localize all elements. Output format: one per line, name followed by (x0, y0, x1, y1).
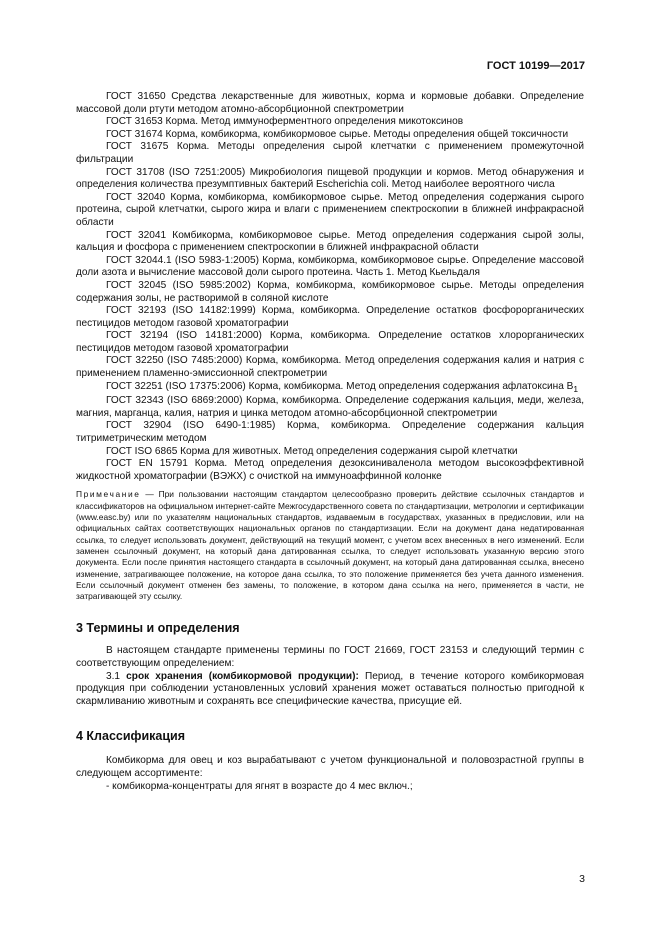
reference-item: ГОСТ 32904 (ISO 6490-1:1985) Корма, комбикорма. Определение содержания кальция титриметрическим методом (76, 420, 584, 445)
section-4-title: 4 Классификация (76, 729, 186, 744)
document-id-header: ГОСТ 10199—2017 (486, 60, 585, 72)
reference-item: ГОСТ EN 15791 Корма. Метод определения дезоксиниваленола методом высокоэффективной жидкостной хроматографии (ВЭЖХ) с очисткой на иммуноаффинной колонке (76, 458, 584, 482)
note-label: Примечание (76, 489, 141, 500)
list-item: - комбикорма-концентраты для ягнят в возрасте до 4 мес включ.; (106, 780, 413, 792)
reference-item: ГОСТ 32250 (ISO 7485:2000) Корма, комбикорма. Метод определения содержания калия и натрия с применением пламенно-эмиссионной спектрометрии (76, 355, 584, 380)
reference-item: ГОСТ 31653 Корма. Метод иммуноферментного определения микотоксинов (106, 116, 464, 128)
reference-item-aflatoxin (76, 381, 584, 396)
reference-item: ГОСТ 32044.1 (ISO 5983-1:2005) Корма, комбикорма, комбикормовое сырье. Определение массовой доли азота и вычисление массовой доли сырого протеина. Часть 1. Метод Кьельдаля (76, 254, 584, 279)
reference-item: ГОСТ 31708 (ISO 7251:2005) Микробиология пищевой продукции и кормов. Метод обнаружения и определения количества презумптивных бактерий Escherichia coli. Метод наиболее вероятного числа (76, 166, 584, 191)
reference-item: ГОСТ 32045 (ISO 5985:2002) Корма, комбикорма, комбикормовое сырье. Методы определения содержания золы, не растворимой в соляной кислоте (76, 279, 584, 304)
reference-item: ГОСТ 31650 Средства лекарственные для животных, корма и кормовые добавки. Определение массовой доли ртути методом атомно-абсорбционной спектрометрии (76, 91, 584, 115)
reference-item: ГОСТ 32194 (ISO 14181:2000) Корма, комбикорма. Определение остатков хлорорганических пестицидов методом газовой хроматографии (76, 330, 584, 354)
subscript: 1 (573, 383, 579, 394)
term-definition (76, 671, 584, 709)
reference-item: ГОСТ 31674 Корма, комбикорма, комбикормовое сырье. Методы определения общей токсичности (106, 128, 569, 140)
reference-item: ГОСТ 32041 Комбикорма, комбикормовое сырье. Метод определения содержания сырой золы, кальция и фосфора с применением спектроскопии в ближней инфракрасной области (76, 229, 584, 254)
reference-text: ГОСТ 32251 (ISO 17375:2006) Корма, комбикорма. Метод определения содержания афлатоксина B (106, 380, 574, 392)
reference-item: ГОСТ 31675 Корма. Методы определения сырой клетчатки с применением промежуточной фильтрации (76, 141, 584, 165)
reference-item: ГОСТ ISO 6865 Корма для животных. Метод определения содержания сырой клетчатки (106, 445, 518, 457)
reference-item: ГОСТ 32193 (ISO 14182:1999) Корма, комбикорма. Определение остатков фосфорорганических пестицидов методом газовой хроматографии (76, 305, 584, 329)
section-3-intro: В настоящем стандарте применены термины по ГОСТ 21669, ГОСТ 23153 и следующий термин с соответствующим определением: (76, 645, 584, 669)
term-number: 3.1 (106, 670, 127, 682)
section-4-intro: Комбикорма для овец и коз вырабатывают с учетом функциональной и половозрастной группы в следующем ассортименте: (76, 755, 584, 779)
page-number: 3 (579, 873, 585, 885)
reference-item: ГОСТ 32343 (ISO 6869:2000) Корма, комбикорма. Определение содержания кальция, меди, железа, магния, марганца, калия, натрия и цинка методом атомно-абсорбционной спектрометрии (76, 395, 584, 419)
section-3-title: 3 Термины и определения (76, 621, 240, 636)
term-definition-text: Период, в течение которого комбикормовая продукция при соблюдении установленных условий хранения может оставаться полностью пригодной к скармливанию животным и сохранять все специфические качества, присущие ей. (76, 670, 584, 707)
term-name: срок хранения (комбикормовой продукции): (126, 670, 359, 682)
reference-item: ГОСТ 32040 Корма, комбикорма, комбикормовое сырье. Метод определения содержания сырого протеина, сырой клетчатки, сырого жира и влаги с применением спектроскопии в ближней инфракрасной области (76, 191, 584, 228)
note-paragraph (76, 489, 584, 602)
note-text: — При пользовании настоящим стандартом целесообразно проверить действие ссылочных стандартов и классификаторов на официальном интернет-сайте Межгосударственного совета по стандартизации, метрологии и сертификации (www.easc.by) или по указателям национальных стандартов, издаваемым в государствах, указанных в предисловии, или на официальных сайтах соответствующих национальных органов по стандартизации. Если на документ дана недатированная ссылка, то следует использовать документ, действующий на текущий момент, с учетом всех внесенных в него изменений. Если заменен ссылочный документ, на который дана датированная ссылка, то следует использовать указанную версию этого документа. Если после принятия настоящего стандарта в ссылочный документ, на который дана датированная ссылка, внесено изменение, затрагивающее положение, на которое дана ссылка, то это положение применяется без учета данного изменения. Если ссылочный документ отменен без замены, то положение, в котором дана ссылка на него, применяется в части, не затрагивающей эту ссылку. (76, 489, 584, 602)
page-content (76, 91, 584, 793)
